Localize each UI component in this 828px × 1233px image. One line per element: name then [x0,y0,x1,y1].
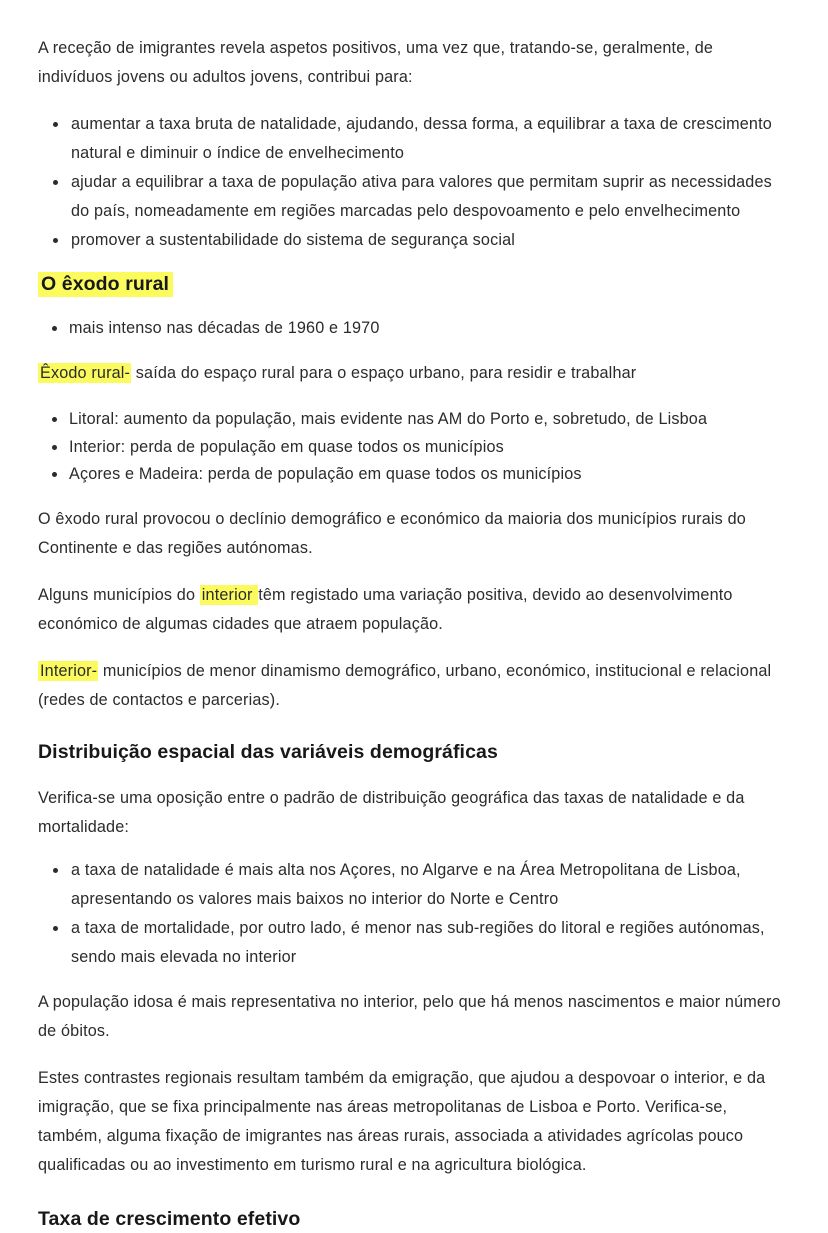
definition-interior [38,657,790,715]
heading-exodo-rural-wrap [38,271,790,298]
paragraph-idosa-block [38,988,790,1046]
exodo-regions-bullet-list [38,406,790,489]
paragraph-oposicao: Verifica-se uma oposição entre o padrão de distribuição geográfica das taxas de natalidade e da mortalidade: [38,788,745,836]
definition-exodo-rural-rest: saída do espaço rural para o espaço urbano, para residir e trabalhar [131,364,637,382]
definition-exodo-rural-block [38,359,790,388]
paragraph-variacao [38,581,790,639]
definition-interior-term: Interior- [40,661,98,680]
intro-paragraph: A receção de imigrantes revela aspetos positivos, uma vez que, tratando-se, geralmente, de indivíduos jovens ou adultos jovens, contribui para: [38,39,714,86]
paragraph-declinio: O êxodo rural provocou o declínio demográfico e económico da maioria dos municípios rurais do Continente e das regiões autónomas. [38,509,746,557]
list-item: a taxa de natalidade é mais alta nos Açores, no Algarve e na Área Metropolitana de Lisboa, apresentando os valores mais baixos no interior do Norte e Centro [38,856,790,914]
list-item: mais intenso nas décadas de 1960 e 1970 [38,314,790,343]
intro-bullet-list [38,110,790,255]
paragraph-variacao-highlight: interior [201,585,258,604]
heading-exodo-rural-text: O êxodo rural [38,272,173,297]
definition-exodo-rural [38,359,790,388]
intro-block [38,34,790,92]
list-item: Açores e Madeira: perda de população em quase todos os municípios [38,461,790,489]
list-item: Litoral: aumento da população, mais evidente nas AM do Porto e, sobretudo, de Lisboa [38,406,790,434]
list-item: a taxa de mortalidade, por outro lado, é menor nas sub-regiões do litoral e regiões autónomas, sendo mais elevada no interior [38,914,790,972]
paragraph-contrastes-block [38,1064,790,1180]
definition-interior-block [38,657,790,715]
heading-distribuicao-wrap [38,739,790,766]
paragraph-variacao-block [38,581,790,639]
paragraph-variacao-before: Alguns municípios do [38,585,200,604]
heading-taxa-crescimento: Taxa de crescimento efetivo [38,1207,301,1230]
paragraph-contrastes: Estes contrastes regionais resultam também da emigração, que ajudou a despovoar o interior, e da imigração, que se fixa principalmente nas áreas metropolitanas de Lisboa e Porto. Verifica-se, também, alguma fixação de imigrantes nas áreas rurais, associada a atividades agrícolas pouco qualificadas ou ao investimento em turismo rural e na agricultura biológica. [38,1068,766,1174]
taxas-bullet-list [38,856,790,972]
list-item: aumentar a taxa bruta de natalidade, ajudando, dessa forma, a equilibrar a taxa de crescimento natural e diminuir o índice de envelhecimento [38,110,790,168]
definition-exodo-rural-term: Êxodo rural- [40,364,131,382]
paragraph-oposicao-block [38,784,790,842]
heading-distribuicao: Distribuição espacial das variáveis demográficas [38,740,498,763]
list-item: Interior: perda de população em quase todos os municípios [38,434,790,462]
paragraph-idosa: A população idosa é mais representativa no interior, pelo que há menos nascimentos e maior número de óbitos. [38,992,781,1040]
paragraph-variacao-after: têm registado uma variação positiva, devido ao desenvolvimento económico de algumas cidades que atraem população. [38,585,733,633]
list-item: ajudar a equilibrar a taxa de população ativa para valores que permitam suprir as necessidades do país, nomeadamente em regiões marcadas pelo despovoamento e pelo envelhecimento [38,168,790,226]
heading-exodo-rural [38,271,790,298]
exodo-intensity-bullet-list [38,314,790,343]
document-body [38,34,790,1233]
list-item: promover a sustentabilidade do sistema de segurança social [38,226,790,255]
heading-taxa-crescimento-wrap [38,1206,790,1233]
paragraph-declinio-block [38,505,790,563]
definition-interior-rest: municípios de menor dinamismo demográfico, urbano, económico, institucional e relacional (redes de contactos e parcerias). [38,661,772,709]
